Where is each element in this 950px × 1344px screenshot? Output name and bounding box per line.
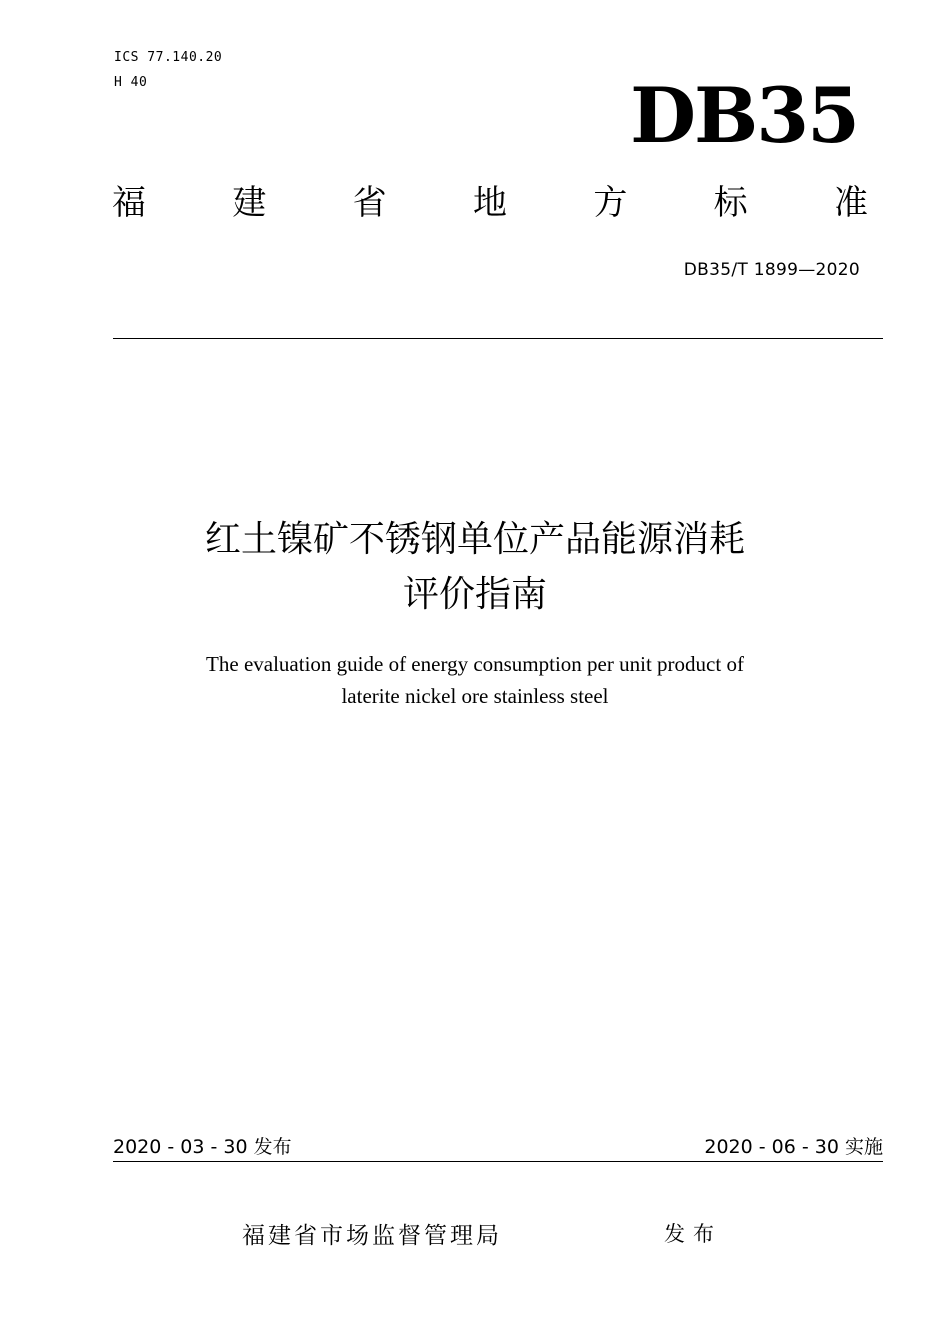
standard-type-char: 建 [232, 183, 267, 223]
standard-type-char: 标 [713, 183, 748, 223]
standard-type-char: 准 [833, 183, 868, 223]
standard-type-char: 地 [472, 183, 507, 223]
standard-number: DB35/T 1899—2020 [683, 260, 860, 280]
standard-type-char: 福 [112, 183, 146, 223]
chinese-title-line-1: 红土镍矿不锈钢单位产品能源消耗 [204, 519, 745, 560]
implementation-date: 2020 - 06 - 30 实施 [704, 1136, 883, 1158]
standard-type-char: 省 [352, 183, 387, 223]
footer-divider [113, 1161, 883, 1162]
issue-date: 2020 - 03 - 30 发布 [113, 1136, 292, 1158]
db-standard-logo: DB35 [630, 71, 858, 160]
english-title-line-2: laterite nickel ore stainless steel [341, 684, 609, 708]
ccs-code: H 40 [114, 75, 148, 90]
publish-label: 发布 [664, 1222, 722, 1246]
ics-code: ICS 77.140.20 [114, 50, 223, 65]
chinese-title-line-2: 评价指南 [402, 574, 547, 615]
header-divider [113, 338, 883, 339]
standard-type-heading [112, 183, 868, 223]
standard-type-char: 方 [593, 183, 628, 223]
english-title-line-1: The evaluation guide of energy consumption per unit product of [206, 652, 744, 676]
issuing-authority: 福建省市场监督管理局 [242, 1223, 502, 1249]
